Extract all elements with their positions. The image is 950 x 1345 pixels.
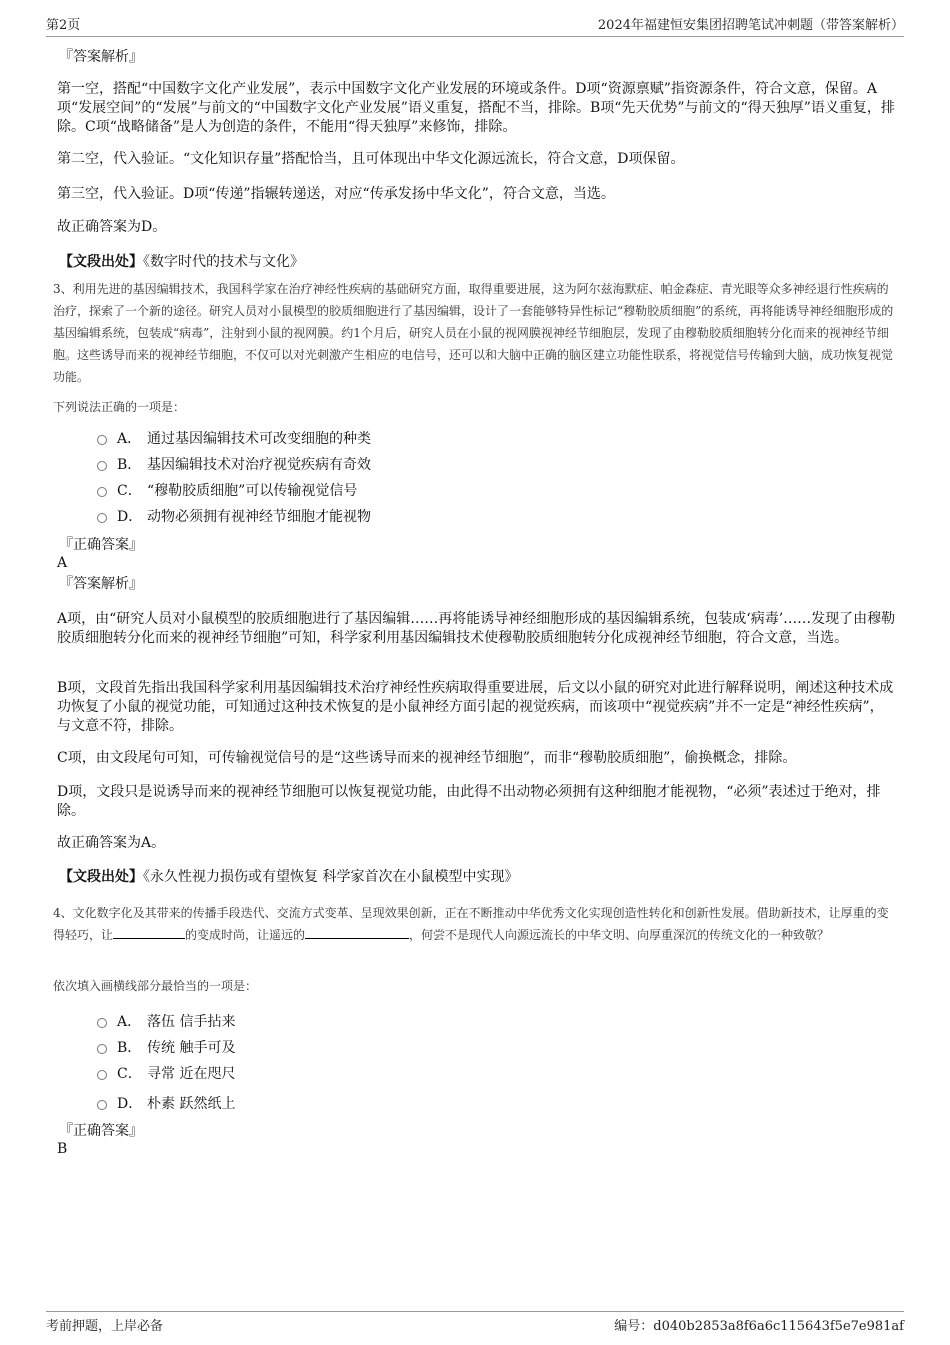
radio-icon[interactable]	[97, 1018, 107, 1028]
option-c[interactable]: C． 寻常 近在咫尺	[57, 1060, 897, 1086]
analysis-paragraph: 第三空，代入验证。D项“传递”指辗转递送，对应“传承发扬中华文化”，符合文意，当选。	[57, 186, 615, 202]
source-label: 【文段出处】	[59, 254, 143, 270]
fill-blank-2[interactable]	[305, 926, 409, 939]
option-b[interactable]: B． 基因编辑技术对治疗视觉疾病有奇效	[57, 451, 897, 477]
answer-analysis-label: 『答案解析』	[59, 576, 143, 592]
source-title: 《数字时代的技术与文化》	[143, 254, 304, 270]
correct-answer-label: 『正确答案』	[59, 1123, 143, 1139]
option-d[interactable]: D． 动物必须拥有视神经节细胞才能视物	[57, 503, 897, 529]
question-stem: 3、利用先进的基因编辑技术，我国科学家在治疗神经性疾病的基础研究方面，取得重要进展，这为阿尔兹海默症、帕金森症、青光眼等众多神经退行性疾病的治疗，探索了一个新的途径。研究人员对小鼠模型的胶质细胞进行了基因编辑，设计了一套能够特异性标记“穆勒胶质细胞”的系统，再将能诱导神经细胞形成的基因编辑系统，包装成“病毒”，注射到小鼠的视网膜。约1个月后，研究人员在小鼠的视网膜视神经节细胞层，发现了由穆勒胶质细胞转分化而来的视神经节细胞。这些诱导而来的视神经节细胞，不仅可以对光刺激产生相应的电信号，还可以和大脑中正确的脑区建立功能性联系，将视觉信号传输到大脑，成功恢复视觉功能。	[53, 282, 894, 384]
question-stem: 4、文化数字化及其带来的传播手段迭代、交流方式变革、呈现效果创新，正在不断推动中华优秀文化实现创造性转化和创新性发展。借助新技术，让厚重的变得轻巧，让 的变成时尚，让遥远的 ，何尝不是现代人向源远流长的中华文明、向厚重深沉的传统文化的一种致敬？	[53, 906, 889, 942]
page-header	[46, 13, 904, 37]
option-b[interactable]: B． 传统 触手可及	[57, 1034, 897, 1060]
question-prompt: 下列说法正确的一项是：	[53, 400, 186, 414]
analysis-paragraph: D项，文段只是说诱导而来的视神经节细胞可以恢复视觉功能，由此得不出动物必须拥有这种细胞才能视物，“必须”表述过于绝对，排除。	[57, 784, 881, 819]
fill-blank-1[interactable]	[113, 926, 185, 939]
document-title: 2024年福建恒安集团招聘笔试冲刺题（带答案解析）	[597, 18, 904, 33]
document-id: 编号：d040b2853a8f6a6c115643f5e7e981af	[614, 1319, 904, 1334]
answer-analysis-label: 『答案解析』	[59, 49, 143, 65]
radio-icon[interactable]	[97, 1070, 107, 1080]
option-d[interactable]: D． 朴素 跃然纸上	[57, 1090, 897, 1116]
passage-source	[59, 253, 304, 272]
page-number: 第2页	[46, 18, 81, 33]
analysis-paragraph: 第一空，搭配“中国数字文化产业发展”，表示中国数字文化产业发展的环境或条件。D项“资源禀赋”指资源条件，符合文意，保留。A项“发展空间”的“发展”与前文的“中国数字文化产业发展”语义重复，搭配不当，排除。B项“先天优势”与前文的“得天独厚”语义重复，排除。C项“战略储备”是人为创造的条件，不能用“得天独厚”来修饰，排除。	[57, 81, 895, 135]
radio-icon[interactable]	[97, 1100, 107, 1110]
radio-icon[interactable]	[97, 487, 107, 497]
analysis-conclusion: 故正确答案为A。	[57, 835, 166, 851]
analysis-paragraph: C项，由文段尾句可知，可传输视觉信号的是“这些诱导而来的视神经节细胞”，而非“穆勒胶质细胞”，偷换概念，排除。	[57, 750, 797, 766]
source-title: 《永久性视力损伤或有望恢复 科学家首次在小鼠模型中实现》	[143, 869, 519, 885]
option-a[interactable]: A． 落伍 信手拈来	[57, 1008, 897, 1034]
analysis-paragraph: 第二空，代入验证。“文化知识存量”搭配恰当，且可体现出中华文化源远流长，符合文意，D项保留。	[57, 151, 685, 167]
radio-icon[interactable]	[97, 435, 107, 445]
radio-icon[interactable]	[97, 461, 107, 471]
question-prompt: 依次填入画横线部分最恰当的一项是：	[53, 979, 258, 993]
option-list	[57, 425, 897, 529]
analysis-conclusion: 故正确答案为D。	[57, 219, 167, 235]
footer-slogan: 考前押题，上岸必备	[46, 1319, 164, 1334]
page-footer	[46, 1311, 904, 1334]
source-label: 【文段出处】	[59, 869, 143, 885]
option-a[interactable]: A． 通过基因编辑技术可改变细胞的种类	[57, 425, 897, 451]
correct-answer: B	[57, 1141, 68, 1157]
analysis-paragraph: B项，文段首先指出我国科学家利用基因编辑技术治疗神经性疾病取得重要进展，后文以小鼠的研究对此进行解释说明，阐述这种技术成功恢复了小鼠的视觉功能，可知通过这种技术恢复的是小鼠神经方面引起的视觉疾病，而该项中“视觉疾病”并不一定是“神经性疾病”，与文意不符，排除。	[57, 680, 894, 734]
radio-icon[interactable]	[97, 1044, 107, 1054]
passage-source	[59, 868, 518, 887]
correct-answer: A	[57, 555, 68, 571]
correct-answer-label: 『正确答案』	[59, 537, 143, 553]
option-list	[57, 1008, 897, 1116]
radio-icon[interactable]	[97, 513, 107, 523]
analysis-paragraph: A项，由“研究人员对小鼠模型的胶质细胞进行了基因编辑……再将能诱导神经细胞形成的基因编辑系统，包装成‘病毒’……发现了由穆勒胶质细胞转分化而来的视神经节细胞”可知，科学家利用基因编辑技术使穆勒胶质细胞转分化成视神经节细胞，符合文意，当选。	[57, 611, 896, 646]
option-c[interactable]: C． “穆勒胶质细胞”可以传输视觉信号	[57, 477, 897, 503]
